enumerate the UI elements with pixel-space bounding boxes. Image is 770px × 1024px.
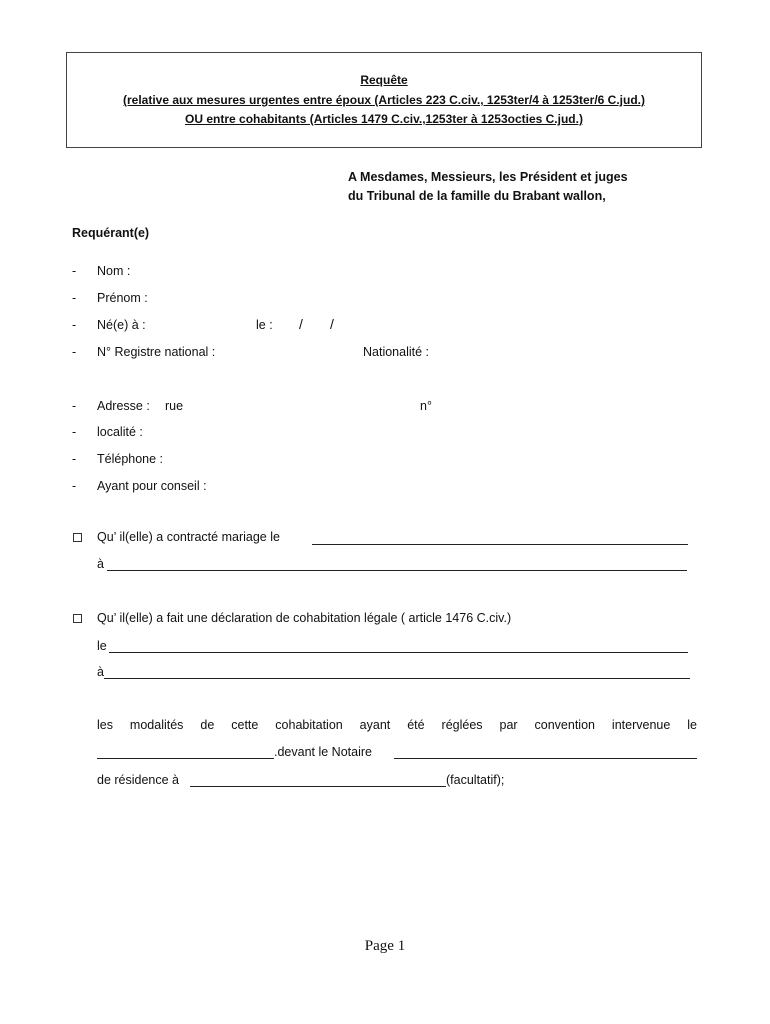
mariage-lieu-line[interactable] [107, 570, 687, 571]
cohabitation-le-label: le [97, 639, 107, 653]
cohabitation-label: Qu’ il(elle) a fait une déclaration de cohabitation légale ( article 1476 C.civ.) [97, 611, 512, 625]
addressee-line-2: du Tribunal de la famille du Brabant wallon, [348, 189, 606, 203]
ne-a-label: Né(e) à : [97, 318, 146, 332]
telephone-label: Téléphone : [97, 452, 164, 466]
convention-date-line[interactable] [97, 758, 274, 759]
date-le-label: le : [256, 318, 273, 332]
dash: - [72, 318, 77, 332]
cohabitation-a-label: à [97, 665, 104, 679]
mariage-a-label: à [97, 557, 104, 571]
mariage-label: Qu’ il(elle) a contracté mariage le [97, 530, 280, 544]
residence-line[interactable] [190, 786, 446, 787]
facultatif-label: (facultatif); [446, 773, 505, 787]
dash: - [72, 425, 77, 439]
numero-label: n° [420, 399, 432, 413]
prenom-label: Prénom : [97, 291, 148, 305]
addressee-line-1: A Mesdames, Messieurs, les Président et juges [348, 170, 628, 184]
registre-label: N° Registre national : [97, 345, 216, 359]
requerant-heading: Requérant(e) [72, 226, 150, 240]
rue-label: rue [165, 399, 184, 413]
cohabitation-checkbox[interactable] [73, 614, 82, 623]
mariage-checkbox[interactable] [73, 533, 82, 542]
cohabitation-lieu-line[interactable] [104, 678, 690, 679]
date-slash-2: / [330, 316, 334, 332]
header-line-1: (relative aux mesures urgentes entre époux (Articles 223 C.civ., 1253ter/4 à 1253ter/6 C.jud.) [122, 93, 646, 107]
header-line-2: OU entre cohabitants (Articles 1479 C.civ.,1253ter à 1253octies C.jud.) [185, 112, 583, 126]
devant-notaire-label: .devant le Notaire [274, 745, 372, 759]
notaire-name-line[interactable] [394, 758, 697, 759]
conseil-label: Ayant pour conseil : [97, 479, 207, 493]
dash: - [72, 399, 77, 413]
residence-label: de résidence à [97, 773, 180, 787]
cohabitation-date-line[interactable] [109, 652, 688, 653]
document-title: Requête [360, 73, 408, 87]
modalites-text: les modalités de cette cohabitation ayant été réglées par convention intervenue le [97, 718, 697, 732]
dash: - [72, 479, 77, 493]
dash: - [72, 452, 77, 466]
localite-label: localité : [97, 425, 143, 439]
page-number: Page 1 [364, 938, 406, 954]
nom-label: Nom : [97, 264, 131, 278]
mariage-date-line[interactable] [312, 544, 688, 545]
dash: - [72, 264, 77, 278]
dash: - [72, 345, 77, 359]
date-slash-1: / [299, 316, 303, 332]
dash: - [72, 291, 77, 305]
nationalite-label: Nationalité : [363, 345, 430, 359]
header-box [66, 52, 702, 148]
adresse-label: Adresse : [97, 399, 150, 413]
